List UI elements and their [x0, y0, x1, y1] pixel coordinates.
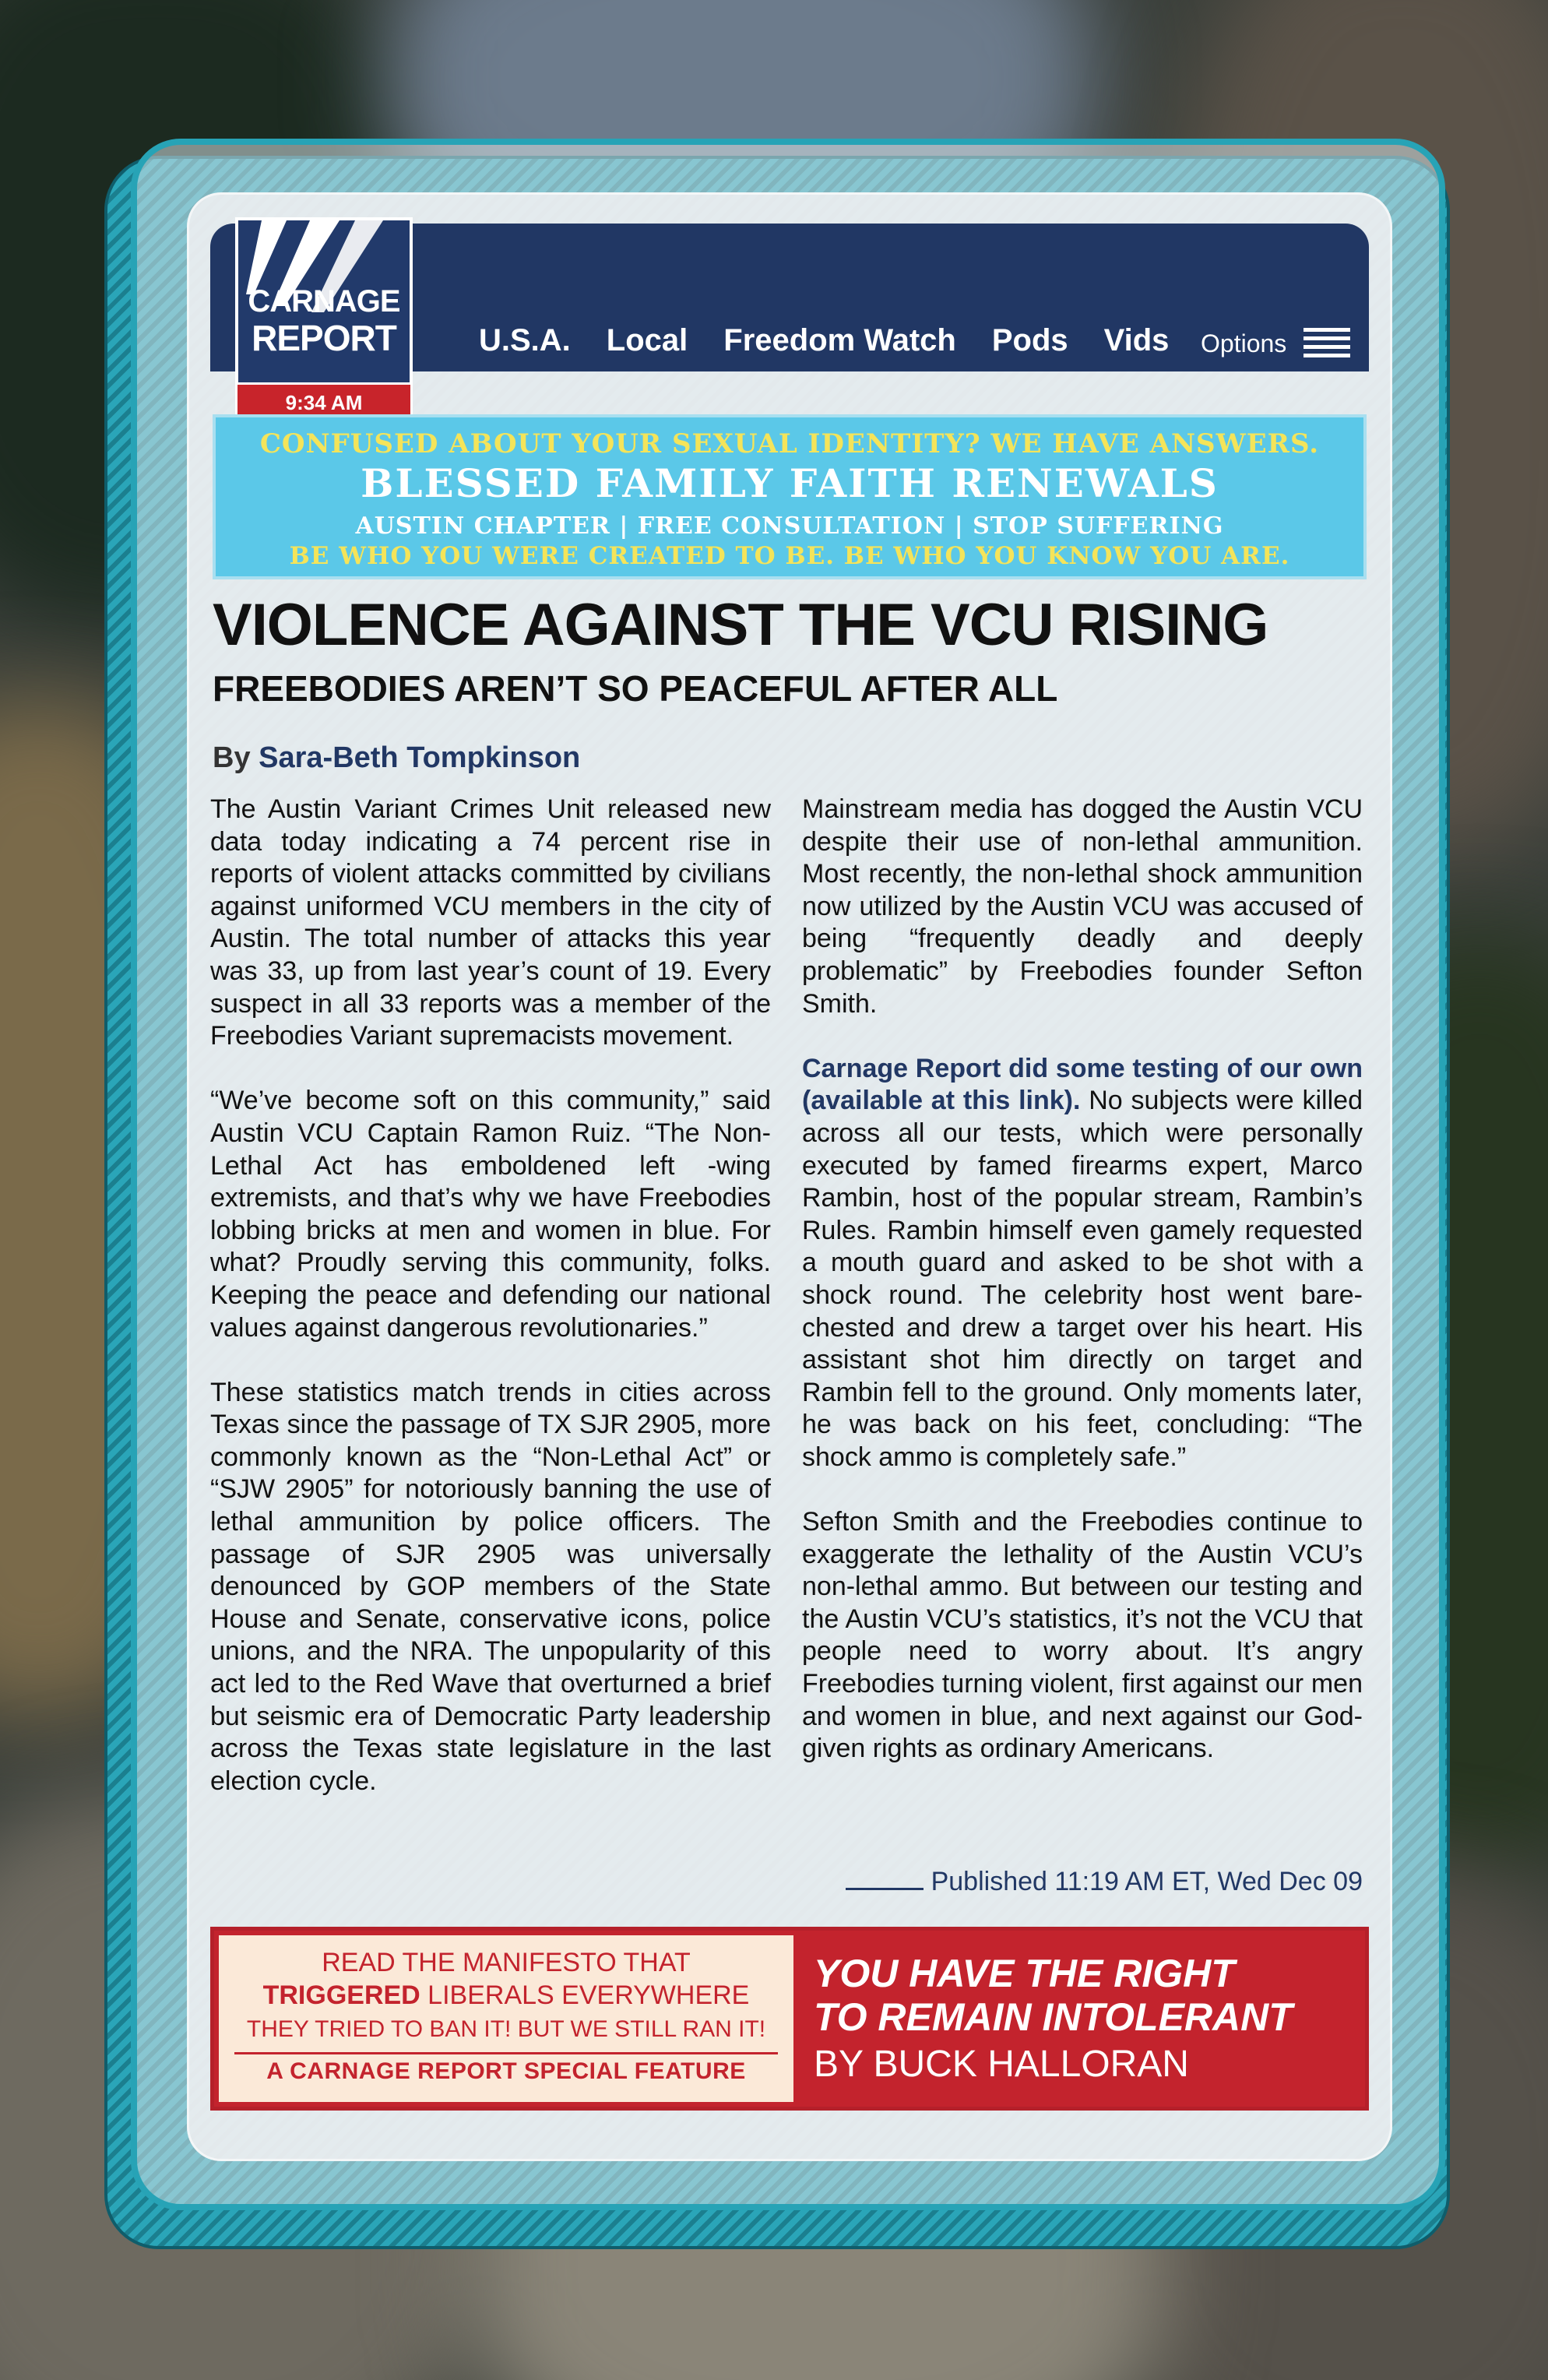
- logo-word-carnage: CARNAGE: [248, 284, 400, 319]
- carnage-report-logo[interactable]: [235, 217, 413, 414]
- time-badge: 9:34 AM: [235, 382, 413, 418]
- paragraph: “We’ve become soft on this community,” said Austin VCU Captain Ramon Ruiz. “The Non-Lethal Act has emboldened left -wing extremists, and that’s why we have Freebodies lobbing bricks at men and women in blue. For what? Proudly serving this community, folks. Keeping the peace and defending our national values against dangerous revolutionaries.”: [210, 1086, 771, 1343]
- hamburger-menu-icon: [1303, 328, 1350, 359]
- author-link[interactable]: Sara-Beth Tompkinson: [259, 741, 581, 774]
- nav-local[interactable]: Local: [606, 323, 688, 357]
- paragraph-text: No subjects were killed across all our tests, which were personally executed by famed firearms expert, Marco Rambin, host of the popular stream, Rambin’s Rules. Rambin himself even gamely requested a mouth guard and asked to be shot with a shock round. The celebrity host went bare-chested and drew a target over his heart. His assistant shot him directly on target and Rambin fell to the ground. Only moments later, he was back on his feet, concluding: “The shock ammo is completely safe.”: [802, 1086, 1363, 1472]
- article-subhead: FREEBODIES AREN’T SO PEACEFUL AFTER ALL: [213, 668, 1058, 709]
- nav-links: [479, 323, 1205, 358]
- paragraph: Sefton Smith and the Freebodies continue to exaggerate the lethality of the Austin VCU’s non-lethal ammo. But between our testing and the Austin VCU’s statistics, it’s not the VCU that people need to worry about. It’s angry Freebodies turning violent, first against our men and women in blue, and next against our God-given rights as ordinary Americans.: [802, 1507, 1363, 1764]
- byline: [213, 741, 580, 775]
- options-button[interactable]: [1201, 328, 1350, 359]
- options-label: Options: [1201, 329, 1287, 357]
- promo-line-4: A CARNAGE REPORT SPECIAL FEATURE: [266, 2058, 746, 2084]
- testing-link[interactable]: Carnage Report did some testing of our own (available at this link).: [802, 1053, 1363, 1116]
- divider: [846, 1888, 924, 1890]
- paragraph: [802, 1053, 1363, 1474]
- byline-prefix: By: [213, 741, 251, 774]
- promo-line-3: THEY TRIED TO BAN IT! BUT WE STILL RAN IT!: [246, 2016, 766, 2042]
- article-column-left: [210, 794, 771, 1830]
- article-headline: VIOLENCE AGAINST THE VCU RISING: [213, 592, 1268, 658]
- ad-line-3: AUSTIN CHAPTER | FREE CONSULTATION | STOP SUFFERING: [355, 512, 1224, 540]
- promo-line-2-rest: LIBERALS EVERYWHERE: [420, 1980, 750, 2010]
- promo-left-panel: [219, 1935, 793, 2102]
- divider: [234, 2052, 778, 2054]
- promo-bold-word: TRIGGERED: [262, 1980, 420, 2010]
- promo-title-line-2: TO REMAIN INTOLERANT: [814, 1995, 1293, 2039]
- ad-line-4: BE WHO YOU WERE CREATED TO BE. BE WHO YOU KNOW YOU ARE.: [289, 542, 1290, 570]
- promo-line-1: READ THE MANIFESTO THAT: [322, 1948, 691, 1977]
- ad-title: BLESSED FAMILY FAITH RENEWALS: [361, 460, 1219, 506]
- nav-usa[interactable]: U.S.A.: [479, 323, 571, 357]
- published-text: Published 11:19 AM ET, Wed Dec 09: [931, 1867, 1363, 1896]
- paragraph: The Austin Variant Crimes Unit released new data today indicating a 74 percent rise in reports of violent attacks committed by civilians against uniformed VCU members in the city of Austin. The total number of attacks this year was 33, up from last year’s count of 19. Every suspect in all 33 reports was a member of the Freebodies Variant supremacists movement.: [210, 794, 771, 1051]
- nav-freedom-watch[interactable]: Freedom Watch: [723, 323, 956, 357]
- promo-banner[interactable]: [210, 1927, 1369, 2111]
- paragraph: These statistics match trends in cities across Texas since the passage of TX SJR 2905, more commonly known as the “Non-Lethal Act” or “SJW 2905” for notoriously banning the use of lethal ammunition by police officers. The passage of SJR 2905 was universally denounced by GOP members of the State House and Senate, conservative icons, police unions, and the NRA. The unpopularity of this act led to the Red Wave that overturned a brief but seismic era of Democratic Party leadership across the Texas state legislature in the last election cycle.: [210, 1377, 771, 1796]
- promo-line-2: [219, 1980, 793, 2011]
- ad-banner[interactable]: [213, 414, 1367, 579]
- nav-vids[interactable]: Vids: [1103, 323, 1170, 357]
- article-column-right: [802, 794, 1363, 1797]
- logo-word-report: REPORT: [252, 318, 396, 358]
- ad-line-1: CONFUSED ABOUT YOUR SEXUAL IDENTITY? WE HAVE ANSWERS.: [259, 428, 1320, 459]
- device-screen: [187, 192, 1392, 2161]
- published-timestamp: [802, 1867, 1363, 1897]
- paragraph: Mainstream media has dogged the Austin VCU despite their use of non-lethal ammunition. Most recently, the non-lethal shock ammunition now utilized by the Austin VCU was accused of being “frequently deadly and deeply problematic” by Freebodies founder Sefton Smith.: [802, 794, 1363, 1019]
- nav-pods[interactable]: Pods: [991, 323, 1068, 357]
- promo-title-line-1: YOU HAVE THE RIGHT: [814, 1952, 1235, 1995]
- promo-author: BY BUCK HALLORAN: [814, 2044, 1189, 2085]
